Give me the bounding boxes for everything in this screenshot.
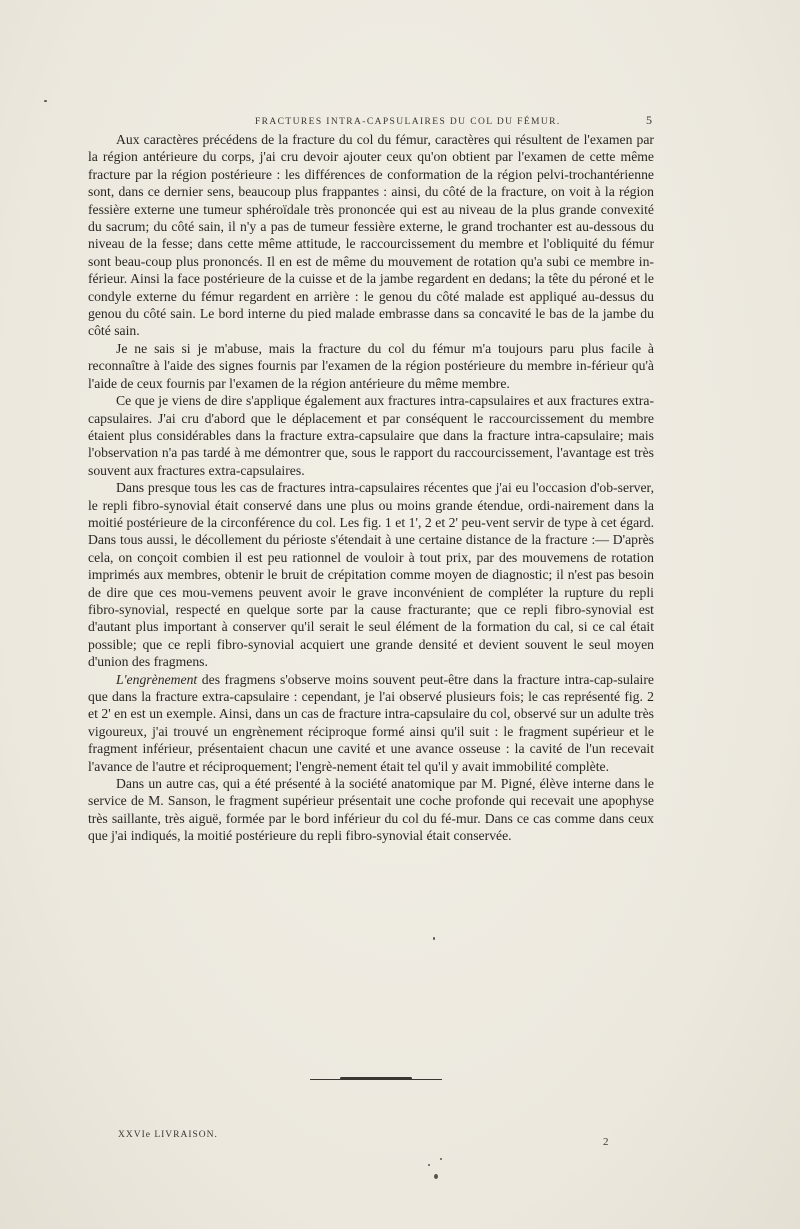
ink-speck — [428, 1164, 430, 1166]
paragraph-3: Ce que je viens de dire s'applique également aux fractures intra-capsulaires et aux fractures extra-capsulaires. J'ai cru d'abord que le déplacement et par conséquent le raccourcissement du membre étaient plus considérables dans la fracture extra-capsulaire que dans la fracture intra-capsulaire; mais l'observation n'a pas tardé à me démontrer que, sous le rapport du raccourcissement, l'avantage est très souvent aux fractures extra-capsulaires. — [88, 393, 654, 478]
paragraph-engrenement — [88, 671, 654, 775]
paragraph-last: Dans un autre cas, qui a été présenté à la société anatomique par M. Pigné, élève interne dans le service de M. Sanson, le fragment supérieur présentait une coche profonde qui recevait une apophyse très saillante, très aiguë, formée par le bord inférieur du col du fé-mur. Dans ce cas comme dans ceux que j'ai indiqués, la moitié postérieure du repli fibro-synovial était conservée. — [88, 776, 654, 844]
signature-mark: XXVIe LIVRAISON. — [118, 1130, 218, 1140]
ink-speck — [440, 1158, 442, 1160]
paragraph-4: Dans presque tous les cas de fractures intra-capsulaires récentes que j'ai eu l'occasion d'ob-server, le repli fibro-synovial était conservé dans une plus ou moins grande étendue, ordi-nairement dans la moitié postérieure de la circonférence du col. Les fig. 1 et 1', 2 et 2' peu-vent servir de type à cet égard. Dans tous aussi, le décollement du périoste s'étendait à une certaine distance de la fracture :— D'après cela, on conçoit combien il est peu rationnel de vouloir à tout prix, par des mouvemens de rotation imprimés aux membres, obtenir le bruit de crépitation comme moyen de diagnostic; il n'est pas besoin de dire que ces mou-vemens peuvent avoir le grave inconvénient de compléter la rupture du repli fibro-synovial, respecté en quelque sorte par la cause fracturante; que ce repli fibro-synovial est d'autant plus important à conserver qu'il serait le seul élément de la formation du cal, si ce cal était possible; que ce repli fibro-synovial acquiert une grande densité et devient souvent le seul moyen d'union des fragmens. — [88, 480, 654, 670]
ink-speck — [434, 1174, 438, 1179]
engrenement-text: des fragmens s'observe moins souvent peut-être dans la fracture intra-cap-sulaire que dans la fracture extra-capsulaire : cependant, je l'ai observé plusieurs fois; le cas représenté fig. 2 et 2' en est un exemple. Ainsi, dans un cas de fracture intra-capsulaire du col, observé sur un adulte très vigoureux, j'ai trouvé un engrènement réciproque formé ainsi qu'il suit : le fragment supérieur et le fragment inférieur, présentaient chacun une cavité et une avance osseuse : la cavité de l'un recevait l'avance de l'autre et réciproquement; l'engrè-nement était tel qu'il y avait immobilité complète. — [88, 671, 654, 774]
ink-speck — [44, 100, 47, 102]
ink-speck — [433, 937, 435, 940]
running-head: FRACTURES INTRA-CAPSULAIRES DU COL DU FÉMUR. — [255, 117, 561, 127]
paragraph-2: Je ne sais si je m'abuse, mais la fracture du col du fémur m'a toujours paru plus facile à reconnaître à l'aide des signes fournis par l'examen de la région postérieure du membre in-férieur qu'à l'aide de ceux fournis par l'examen de la région antérieure du même membre. — [88, 340, 654, 391]
engrenement-term: L'engrènement — [116, 671, 198, 687]
body-text — [88, 131, 654, 845]
paragraph-1: Aux caractères précédens de la fracture du col du fémur, caractères qui résultent de l'examen par la région antérieure du corps, j'ai cru devoir ajouter ceux qu'on obtient par l'examen de cette même fracture par la région postérieure : les différences de conformation de la région pelvi-trochantérienne sont, dans ce dernier sens, beaucoup plus frappantes : ainsi, du côté de la fracture, on voit à la région fessière externe une tumeur sphéroïdale très prononcée qui est au niveau de la plus grande convexité du sacrum; du côté sain, il n'y a pas de tumeur fessière externe, le grand trochanter est au-dessous du niveau de la fesse; dans cette même attitude, le raccourcissement du membre et l'obliquité du fémur sont beau-coup plus prononcés. Il en est de même du mouvement de rotation qu'a subi ce membre in-férieur. Ainsi la face postérieure de la cuisse et de la jambe regardent en dedans; la tête du péroné et le condyle externe du fémur regardent en arrière : le genou du côté malade est appliqué au-dessus du genou du côté sain. Le bord interne du pied malade embrasse dans sa concavité le bas de la jambe du côté sain. — [88, 132, 654, 339]
signature-number: 2 — [603, 1136, 609, 1148]
section-rule-ornament — [340, 1077, 412, 1080]
page-number: 5 — [646, 113, 652, 127]
